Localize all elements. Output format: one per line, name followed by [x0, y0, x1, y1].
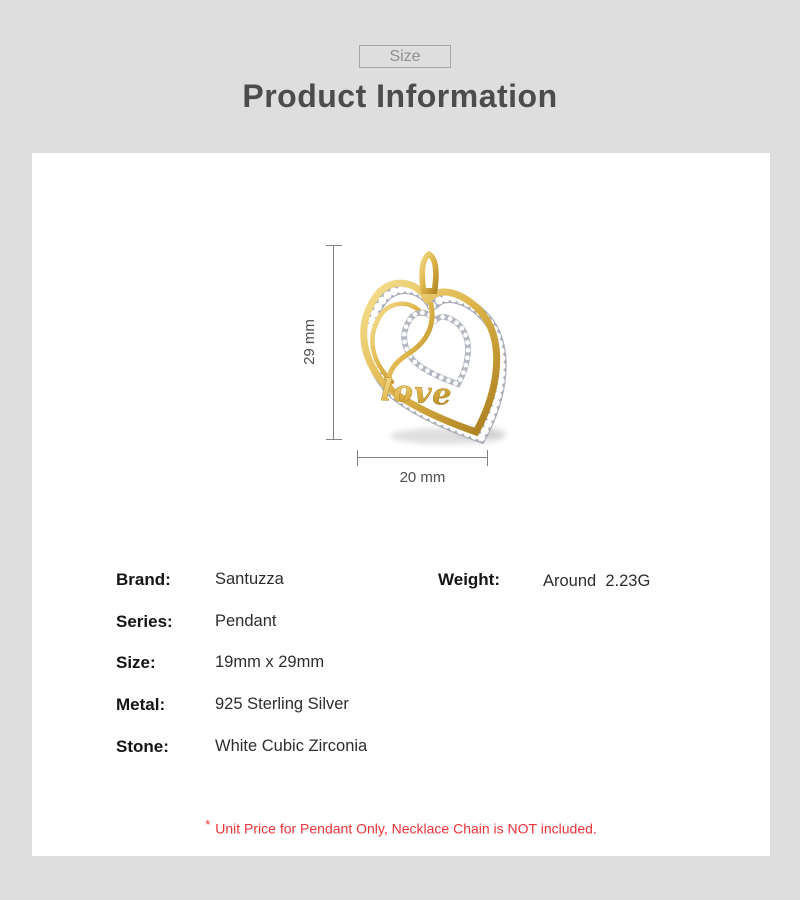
- spec-value: 19mm x 29mm: [215, 653, 325, 671]
- page-title: Product Information: [242, 78, 558, 114]
- product-card: [32, 153, 770, 856]
- pendant-bail: [419, 251, 438, 294]
- spec-label: Stone:: [116, 737, 169, 756]
- disclaimer-asterisk: *: [205, 817, 211, 832]
- pendant-image: [330, 240, 530, 450]
- love-script-text: love: [379, 373, 454, 413]
- spec-value: Pendant: [215, 612, 277, 630]
- spec-label: Weight:: [438, 570, 501, 589]
- width-ruler: [357, 450, 488, 466]
- ruler-cap: [357, 450, 358, 466]
- spec-value: White Cubic Zirconia: [215, 737, 368, 755]
- spec-label: Series:: [116, 612, 173, 631]
- spec-label: Metal:: [116, 695, 166, 714]
- ruler-cap: [326, 439, 342, 440]
- height-measurement-label: 29 mm: [301, 319, 318, 365]
- spec-label: Brand:: [116, 570, 171, 589]
- size-tab-button[interactable]: Size: [359, 45, 451, 68]
- spec-value: Around 2.23G: [543, 572, 651, 590]
- height-ruler: [326, 245, 342, 440]
- ruler-cap: [487, 450, 488, 466]
- width-measurement-label: 20 mm: [399, 469, 446, 486]
- ruler-line: [357, 457, 488, 458]
- spec-label: Size:: [116, 653, 156, 672]
- ruler-line: [333, 245, 334, 440]
- spec-value: Santuzza: [215, 570, 284, 588]
- spec-value: 925 Sterling Silver: [215, 695, 349, 713]
- disclaimer-note: [32, 816, 770, 837]
- ruler-cap: [326, 245, 342, 246]
- disclaimer-text: Unit Price for Pendant Only, Necklace Chain is NOT included.: [215, 820, 597, 837]
